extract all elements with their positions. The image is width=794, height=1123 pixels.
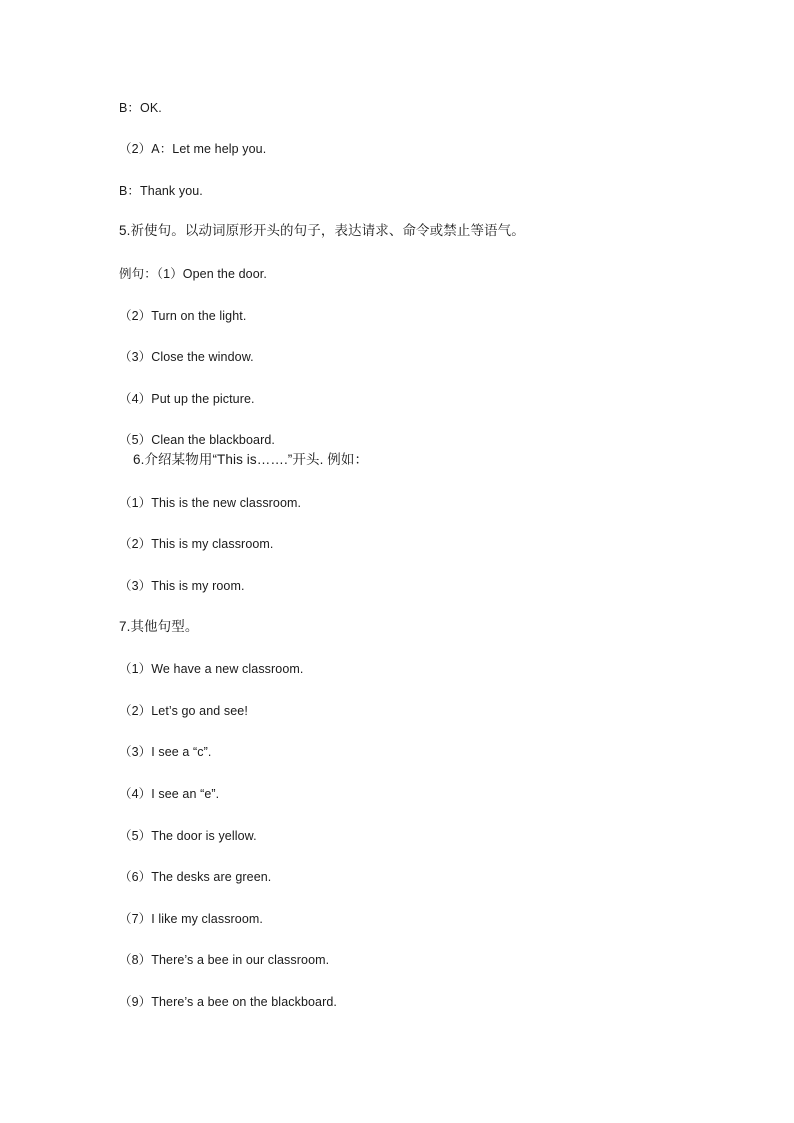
other-line-6: （6）The desks are green.: [119, 870, 272, 884]
other-line-3: （3）I see a “c”.: [119, 745, 212, 759]
other-line-1: （1）We have a new classroom.: [119, 662, 304, 676]
introduce-line-3: （3）This is my room.: [119, 579, 245, 593]
other-line-5: （5）The door is yellow.: [119, 829, 257, 843]
other-line-7: （7）I like my classroom.: [119, 912, 263, 926]
example-line-3: （3）Close the window.: [119, 350, 254, 364]
introduce-line-2: （2）This is my classroom.: [119, 537, 274, 551]
other-line-8: （8）There’s a bee in our classroom.: [119, 953, 330, 967]
dialogue-line-b-thanks: B：Thank you.: [119, 184, 203, 198]
section-heading-other: 7.其他句型。: [119, 619, 199, 634]
section-heading-imperative: 5.祈使句。以动词原形开头的句子，表达请求、命令或禁止等语气。: [119, 223, 525, 238]
dialogue-line-a-help: （2）A：Let me help you.: [119, 142, 267, 156]
introduce-line-1: （1）This is the new classroom.: [119, 496, 302, 510]
other-line-4: （4）I see an “e”.: [119, 787, 220, 801]
other-line-2: （2）Let’s go and see!: [119, 704, 248, 718]
other-line-9: （9）There’s a bee on the blackboard.: [119, 995, 337, 1009]
example-line-1: 例句：（1）Open the door.: [119, 267, 267, 281]
example-line-5: （5）Clean the blackboard.: [119, 433, 275, 447]
dialogue-line-b-ok: B：OK.: [119, 101, 162, 115]
example-line-2: （2）Turn on the light.: [119, 309, 247, 323]
example-line-4: （4）Put up the picture.: [119, 392, 255, 406]
section-heading-introduce: 6.介绍某物用“This is…….”开头. 例如：: [133, 452, 369, 467]
